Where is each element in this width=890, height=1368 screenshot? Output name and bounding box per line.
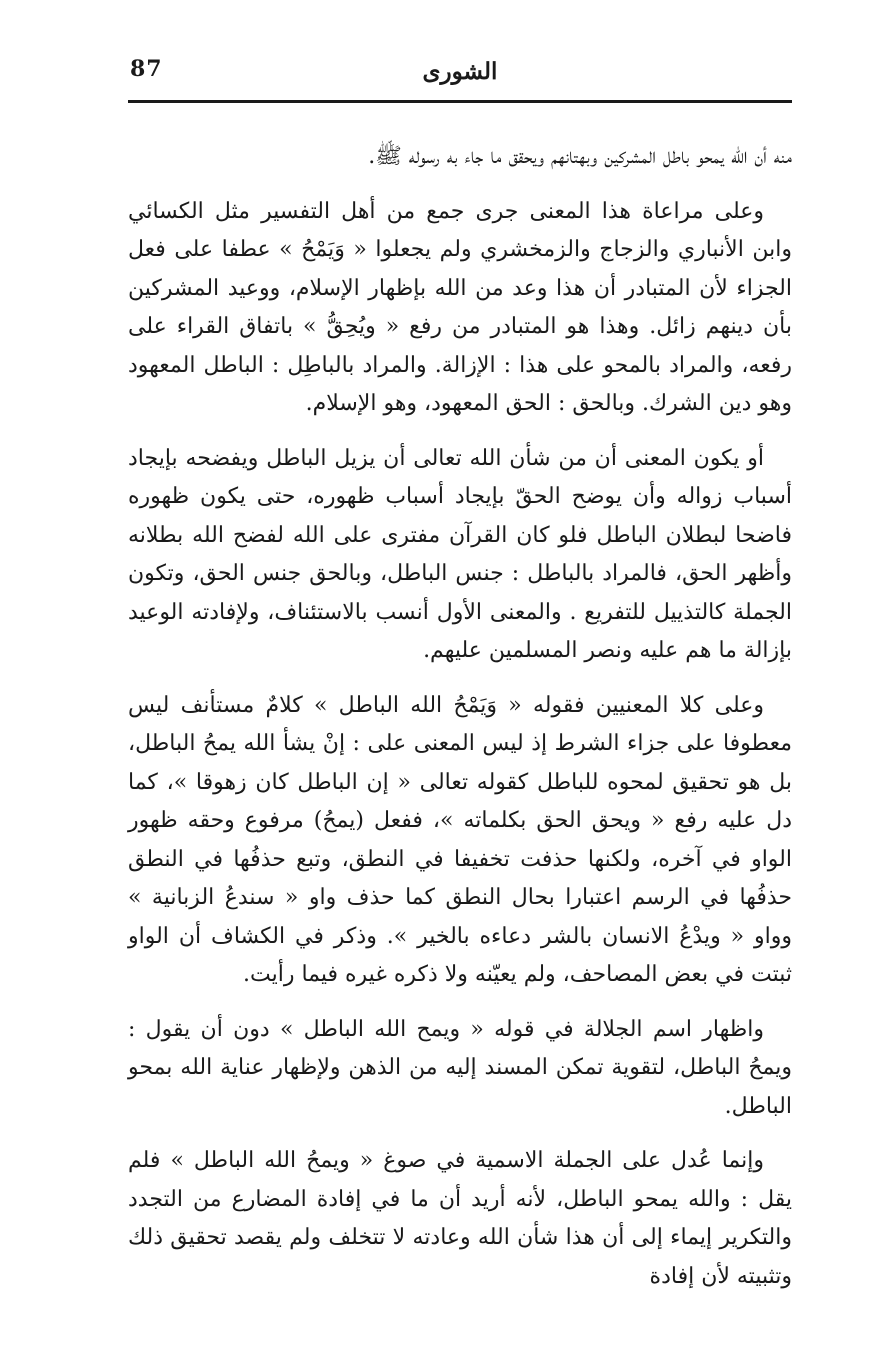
paragraph: منه أن الله يمحو باطل المشركين وبهتانهم ويحقق ما جاء به رسوله ﷺ. <box>368 144 792 169</box>
paragraph: أو يكون المعنى أن من شأن الله تعالى أن يزيل الباطل ويفضحه بإيجاد أسباب زواله وأن يوضح الحقّ بإيجاد أسباب ظهوره، حتى يكون ظهوره فاضحا لبطلان الباطل فلو كان القرآن مفترى على الله لفضح الله بطلانه وأظهر الحق، فالمراد بالباطل : جنس الباطل، وبالحق جنس الحق، وتكون الجملة كالتذييل للتفريع . والمعنى الأول أنسب بالاستئناف، ولإفادته الوعيد بإزالة ما هم عليه ونصر المسلمين عليهم. <box>128 445 792 663</box>
paragraph: وعلى كلا المعنيين فقوله « وَيَمْحُ الله الباطل » كلامٌ مستأنف ليس معطوفا على جزاء الشرط إذ ليس المعنى على : إنْ يشأ الله يمحُ الباطل، بل هو تحقيق لمحوه للباطل كقوله تعالى « إن الباطل كان زهوقا »، كما دل عليه رفع « ويحق الحق بكلماته »، ففعل (يمحُ) مرفوع وحقه ظهور الواو في آخره، ولكنها حذفت تخفيفا في النطق، وتبع حذفُها في النطق حذفُها في الرسم اعتبارا بحال النطق كما حذف واو « سندعُ الزبانية » وواو « ويدْعُ الانسان بالشر دعاءه بالخير ». وذكر في الكشاف أن الواو ثبتت في بعض المصاحف، ولم يعيّنه ولا ذكره غيره فيما رأيت. <box>128 692 792 987</box>
paragraph: وعلى مراعاة هذا المعنى جرى جمع من أهل التفسير مثل الكسائي وابن الأنباري والزجاج والزمخشري ولم يجعلوا « وَيَمْحُ » عطفا على فعل الجزاء لأن المتبادر أن هذا وعد من الله بإظهار الإسلام، ووعيد المشركين بأن دينهم زائل. وهذا هو المتبادر من رفع « ويُحِقُّ » باتفاق القراء على رفعه، والمراد بالمحو على هذا : الإزالة. والمراد بالباطِل : الباطل المعهود وهو دين الشرك. وبالحق : الحق المعهود، وهو الإسلام. <box>128 198 792 416</box>
page-header <box>128 48 792 100</box>
page-number: 87 <box>130 56 163 82</box>
header-rule <box>128 100 792 103</box>
body-text <box>128 138 792 1312</box>
paragraph: وإنما عُدل على الجملة الاسمية في صوغ « ويمحُ الله الباطل » فلم يقل : والله يمحو الباطل، لأنه أريد أن ما في إفادة المضارع من التجدد والتكرير إيماء إلى أن هذا شأن الله وعادته لا تتخلف ولم يقصد تحقيق ذلك وتثبيته لأن إفادة <box>128 1148 792 1289</box>
paragraph: واظهار اسم الجلالة في قوله « ويمح الله الباطل » دون أن يقول : ويمحُ الباطل، لتقوية تمكن المسند إليه من الذهن ولإظهار عناية الله بمحو الباطل. <box>128 1016 792 1119</box>
running-title: الشورى <box>422 58 498 85</box>
